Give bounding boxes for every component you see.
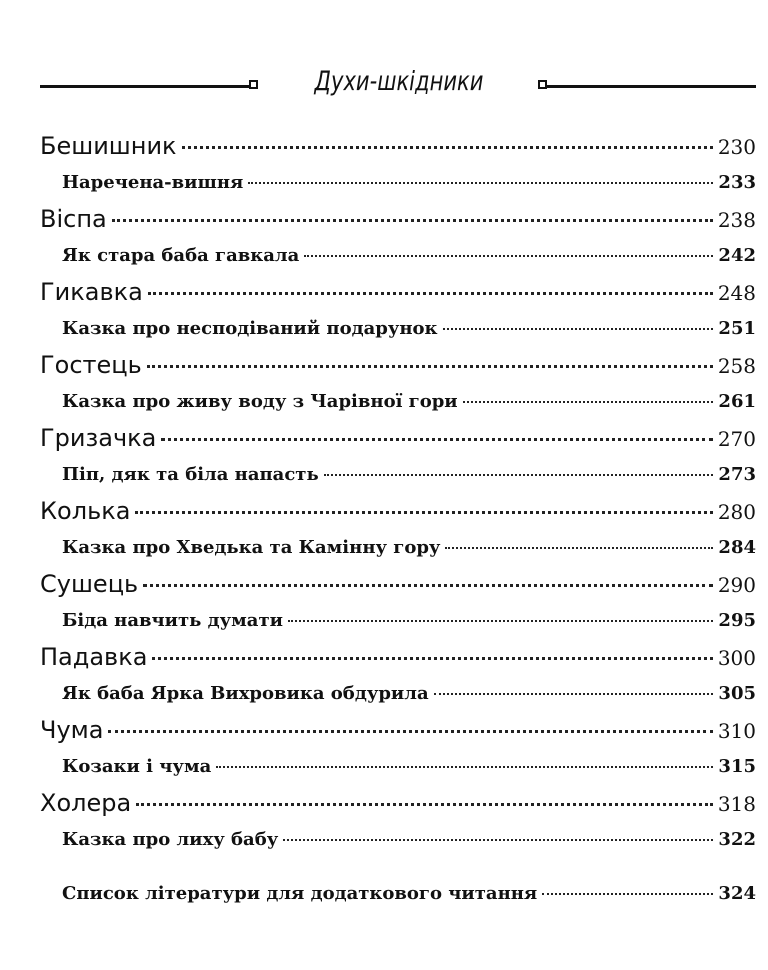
subentry-title: Казка про Хведька та Камінну гору [62,537,441,558]
dot-leader [216,766,713,768]
entry-title: Гостець [40,351,142,379]
section-title: Духи-шкідники [314,66,484,97]
entry-title: Гикавка [40,278,143,306]
entry-page: 310 [717,719,756,743]
subentry-title: Піп, дяк та біла напасть [62,464,319,485]
entry-page: 318 [717,792,756,816]
dot-leader [143,584,713,587]
subentry-page: 284 [718,537,756,558]
bibliography-page: 324 [718,883,756,904]
subentry-title: Як баба Ярка Вихровика обдурила [62,683,429,704]
toc-subentry [40,384,756,420]
entry-title: Падавка [40,643,148,671]
subentry-page: 233 [718,172,756,193]
entry-page: 290 [717,573,756,597]
dot-leader [443,328,714,330]
bibliography-title: Список літератури для додаткового читання [62,883,538,904]
entry-title: Сушець [40,570,139,598]
toc-entry [40,493,756,530]
toc-entry [40,566,756,603]
toc-entry [40,712,756,749]
subentry-title: Казка про живу воду з Чарівної гори [62,391,458,412]
dot-leader [112,219,713,222]
table-of-contents [40,128,756,912]
entry-page: 238 [717,208,756,232]
subentry-title: Наречена-вишня [62,172,244,193]
subentry-title: Як стара баба гавкала [62,245,300,266]
dot-leader [283,839,713,841]
toc-subentry [40,530,756,566]
subentry-page: 315 [718,756,756,777]
entry-page: 248 [717,281,756,305]
toc-entry [40,785,756,822]
header-rule-left [40,85,250,88]
toc-subentry [40,676,756,712]
header-rule-right [546,85,756,88]
toc-subentry [40,749,756,785]
dot-leader [152,657,712,660]
dot-leader [304,255,713,257]
subentry-title: Козаки і чума [62,756,212,777]
subentry-page: 295 [718,610,756,631]
toc-subentry [40,311,756,347]
entry-title: Гризачка [40,424,157,452]
subentry-page: 242 [718,245,756,266]
dot-leader [161,438,712,441]
dot-leader [148,292,713,295]
dot-leader [108,730,712,733]
dot-leader [434,693,714,695]
subentry-page: 251 [718,318,756,339]
dot-leader [324,474,714,476]
entry-title: Колька [40,497,131,525]
entry-title: Холера [40,789,132,817]
toc-subentry [40,603,756,639]
dot-leader [136,803,713,806]
subentry-page: 322 [718,829,756,850]
entry-page: 230 [717,135,756,159]
subentry-title: Казка про несподіваний подарунок [62,318,438,339]
toc-bibliography [40,876,756,912]
subentry-title: Біда навчить думати [62,610,283,631]
subentry-page: 305 [718,683,756,704]
subentry-page: 273 [718,464,756,485]
dot-leader [463,401,714,403]
section-header [40,64,756,108]
dot-leader [147,365,713,368]
toc-entry [40,347,756,384]
entry-title: Віспа [40,205,107,233]
toc-entry [40,420,756,457]
entry-page: 258 [717,354,756,378]
entry-page: 280 [717,500,756,524]
entry-title: Чума [40,716,104,744]
entry-page: 270 [717,427,756,451]
toc-subentry [40,457,756,493]
toc-entry [40,201,756,238]
dot-leader [445,547,713,549]
toc-subentry [40,822,756,858]
subentry-title: Казка про лиху бабу [62,829,279,850]
dot-leader [182,146,713,149]
dot-leader [248,182,713,184]
toc-entry [40,128,756,165]
dot-leader [135,511,712,514]
entry-title: Бешишник [40,132,177,160]
dot-leader [542,893,713,895]
dot-leader [288,620,713,622]
toc-subentry [40,238,756,274]
toc-subentry [40,165,756,201]
entry-page: 300 [717,646,756,670]
subentry-page: 261 [718,391,756,412]
toc-entry [40,639,756,676]
toc-entry [40,274,756,311]
header-ornament-left [249,80,258,89]
